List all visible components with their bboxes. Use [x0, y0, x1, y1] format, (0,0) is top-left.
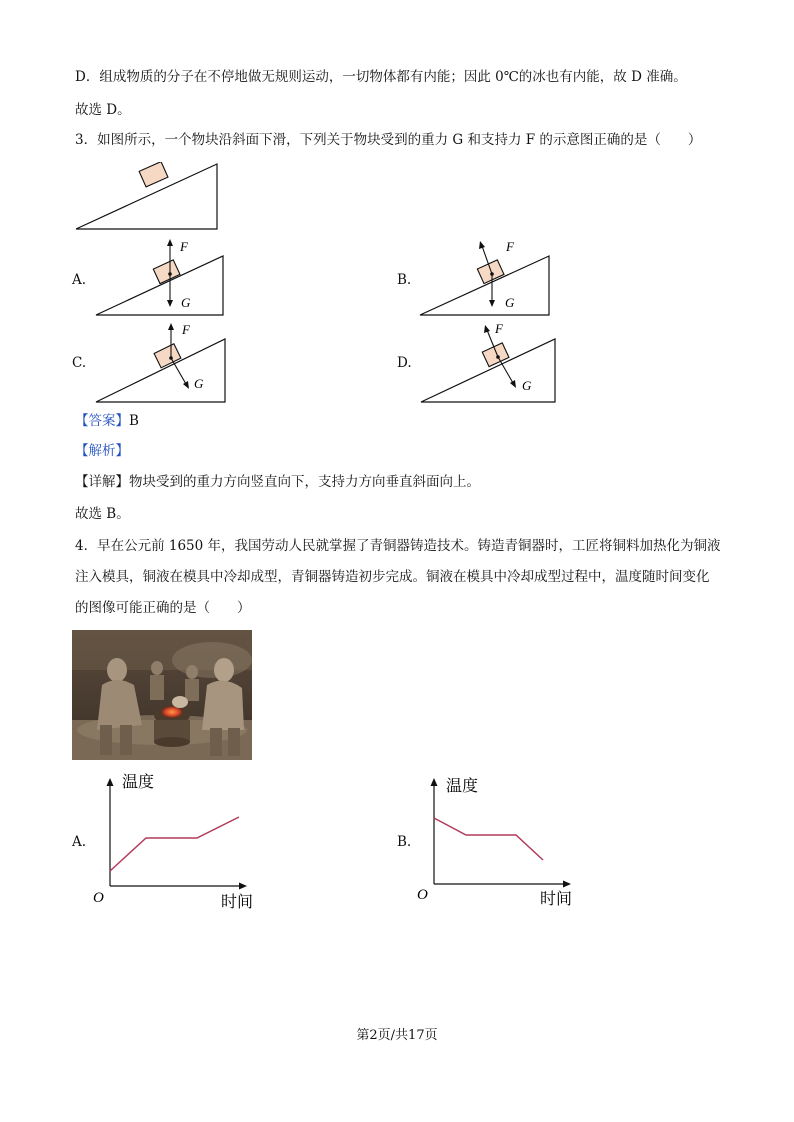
question-3-stem: 3．如图所示，一个物块沿斜面下滑，下列关于物块受到的重力 G 和支持力 F 的示意图正确的是（ ）: [75, 132, 702, 148]
question-4-stem-3: 的图像可能正确的是（ ）: [75, 600, 251, 616]
origin-label: O: [417, 887, 428, 903]
x-axis-label: 时间: [540, 891, 573, 908]
answer-value: B: [129, 413, 139, 429]
answer-tag: 【答案】: [75, 413, 129, 429]
text-line: 故选 D。: [75, 102, 131, 118]
page-footer: 第2页/共17页: [356, 1028, 438, 1043]
origin-label: O: [93, 890, 104, 906]
option-b-diagram: [418, 237, 552, 319]
analysis-tag: 【解析】: [75, 443, 129, 459]
question-4-stem-1: 4．早在公元前 1650 年，我国劳动人民就掌握了青铜器铸造技术。铸造青铜器时，工匠将铜料加热化为铜液: [75, 538, 721, 554]
q4-option-a-label: A.: [72, 834, 87, 850]
y-axis-label: 温度: [446, 778, 479, 795]
x-axis-label: 时间: [221, 894, 254, 911]
option-a-label: A.: [72, 272, 87, 288]
q4-option-b-label: B.: [397, 834, 412, 850]
graph-b: [414, 772, 589, 912]
option-d-label: D.: [397, 355, 412, 371]
text-line: D．组成物质的分子在不停地做无规则运动，一切物体都有内能；因此 0℃的冰也有内能，故 D 准确。: [75, 69, 687, 85]
option-c-label: C.: [72, 355, 87, 371]
option-c-diagram: [94, 320, 228, 406]
option-d-diagram: [419, 320, 559, 406]
force-label-g: G: [181, 295, 191, 310]
graph-a: [90, 770, 265, 915]
option-b-label: B.: [397, 272, 412, 288]
force-label-f: F: [182, 322, 190, 337]
force-label-f: F: [506, 239, 514, 254]
option-a-diagram: [94, 237, 226, 319]
bronze-casting-photo: [72, 630, 252, 760]
detail-text: 物块受到的重力方向竖直向下，支持力方向垂直斜面向上。: [129, 474, 480, 490]
answer-line: [75, 411, 139, 431]
y-axis-label: 温度: [122, 774, 155, 791]
force-label-f: F: [495, 321, 503, 336]
force-label-g: G: [505, 295, 515, 310]
detail-line: [75, 472, 480, 492]
question-4-stem-2: 注入模具，铜液在模具中冷却成型，青铜器铸造初步完成。铜液在模具中冷却成型过程中，温度随时间变化: [75, 569, 710, 585]
force-label-g: G: [522, 378, 532, 393]
force-label-f: F: [180, 239, 188, 254]
text-line: 故选 B。: [75, 506, 130, 522]
detail-tag: 【详解】: [75, 474, 129, 490]
force-label-g: G: [194, 376, 204, 391]
incline-figure: [74, 162, 220, 232]
